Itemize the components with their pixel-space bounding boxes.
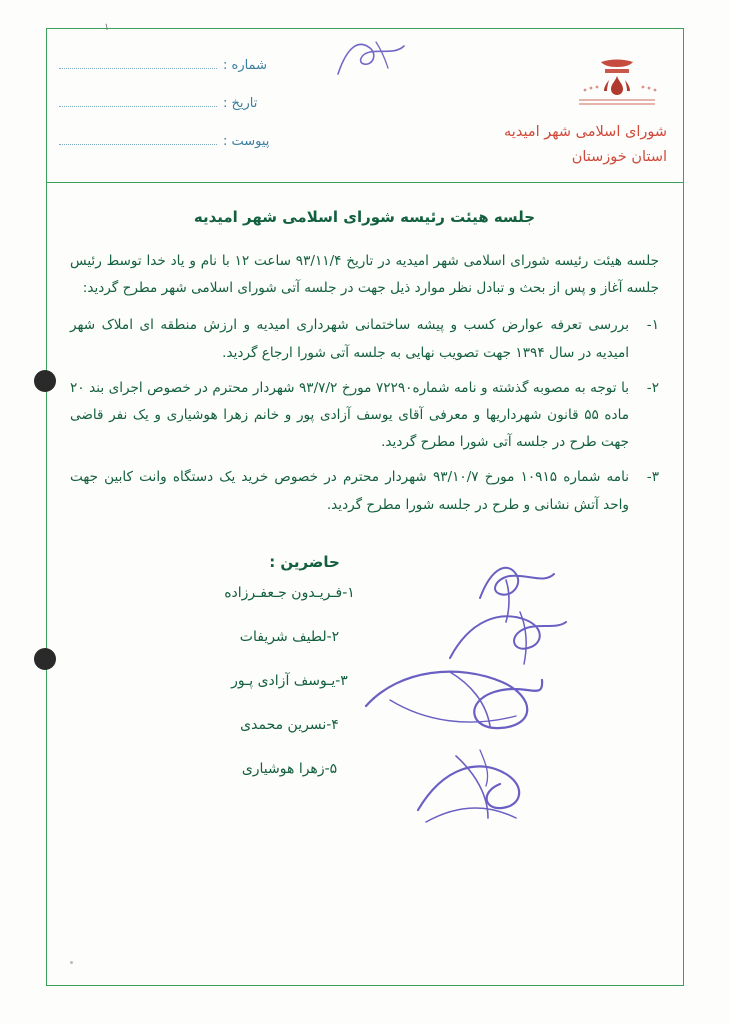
attendee-name: لطیف شریفات — [239, 628, 327, 645]
organization-line-2: استان خوزستان — [571, 149, 667, 166]
attendee-number: ۵- — [324, 760, 338, 777]
list-item — [70, 464, 659, 518]
intro-paragraph: جلسه هیئت رئیسه شورای اسلامی شهر امیدیه در تاریخ ۹۳/۱۱/۴ ساعت ۱۲ با نام و یاد خدا توسط رئیس جلسه آغاز و پس از بحث و تبادل نظر موارد ذیل جهت در جلسه آتی شورای اسلامی شهر مطرح گردید: — [70, 253, 659, 297]
field-label-number: شماره : — [223, 58, 267, 73]
list-item — [70, 585, 659, 601]
list-item-number: ۳- — [646, 469, 659, 486]
list-item-number: ۱- — [646, 317, 659, 334]
document-body — [70, 200, 659, 805]
organization-line-1: شورای اسلامی شهر امیدیه — [504, 124, 667, 140]
organization-name — [504, 120, 667, 171]
list-item — [70, 375, 659, 457]
header-divider — [46, 182, 684, 183]
iran-emblem-icon — [571, 56, 663, 110]
field-label-date: تاریخ : — [223, 96, 258, 111]
header-left-divider — [46, 28, 47, 182]
attendees-heading: حاضرین : — [269, 552, 340, 571]
header-fields — [59, 58, 277, 172]
attendee-number: ۲- — [326, 628, 340, 645]
list-item — [70, 312, 659, 366]
list-item — [70, 761, 659, 777]
scan-speckle — [70, 961, 73, 964]
agenda-list — [70, 312, 659, 518]
field-dots-attachment — [59, 135, 217, 145]
list-item — [70, 717, 659, 733]
attendee-name: نسرین محمدی — [240, 716, 327, 733]
attendee-number: ۳- — [335, 672, 348, 689]
field-row-date — [59, 96, 277, 111]
handwritten-mark — [330, 34, 410, 82]
list-item-text: بررسی تعرفه عوارض کسب و پیشه ساختمانی شهرداری امیدیه و ارزش منطقه ای املاک شهر امیدیه در سال ۱۳۹۴ جهت تصویب نهایی به جلسه آتی شورا ارجاع گردید. — [70, 317, 629, 361]
field-dots-number — [59, 59, 217, 69]
field-row-attachment — [59, 134, 277, 149]
list-item-text: با توجه به مصوبه گذشته و نامه شماره۷۲۲۹۰ مورخ ۹۳/۷/۲ شهردار محترم در خصوص اجرای بند ۲۰ ماده ۵۵ قانون شهرداریها و معرفی آقای یوسف آزادی پور و خانم زهرا هوشیاری و یک نفر قاضی جهت طرح در جلسه آتی شورا مطرح گردید. — [70, 379, 629, 451]
field-label-attachment: پیوست : — [223, 134, 270, 149]
list-item-number: ۲- — [646, 379, 659, 396]
attendee-name: زهرا هوشیاری — [241, 760, 325, 777]
page-title: جلسه هیئت رئیسه شورای اسلامی شهر امیدیه — [193, 208, 536, 226]
attendee-number: ۴- — [326, 716, 339, 733]
attendee-name: یـوسف آزادی پـور — [231, 672, 336, 689]
attendee-number: ۱- — [342, 584, 355, 601]
punch-hole — [34, 370, 56, 392]
list-item — [70, 673, 659, 689]
list-item-text: نامه شماره ۱۰۹۱۵ مورخ ۹۳/۱۰/۷ شهردار محترم در خصوص خرید یک دستگاه وانت کابین جهت واحد آتش نشانی و طرح در جلسه شورا مطرح گردید. — [70, 469, 629, 513]
attendee-name: فـریـدون جـعفـرزاده — [224, 584, 343, 601]
corner-mark: ١ — [104, 22, 110, 33]
attendees-list — [70, 585, 659, 777]
field-row-number — [59, 58, 277, 73]
punch-hole — [34, 648, 56, 670]
field-dots-date — [59, 97, 217, 107]
list-item — [70, 629, 659, 645]
